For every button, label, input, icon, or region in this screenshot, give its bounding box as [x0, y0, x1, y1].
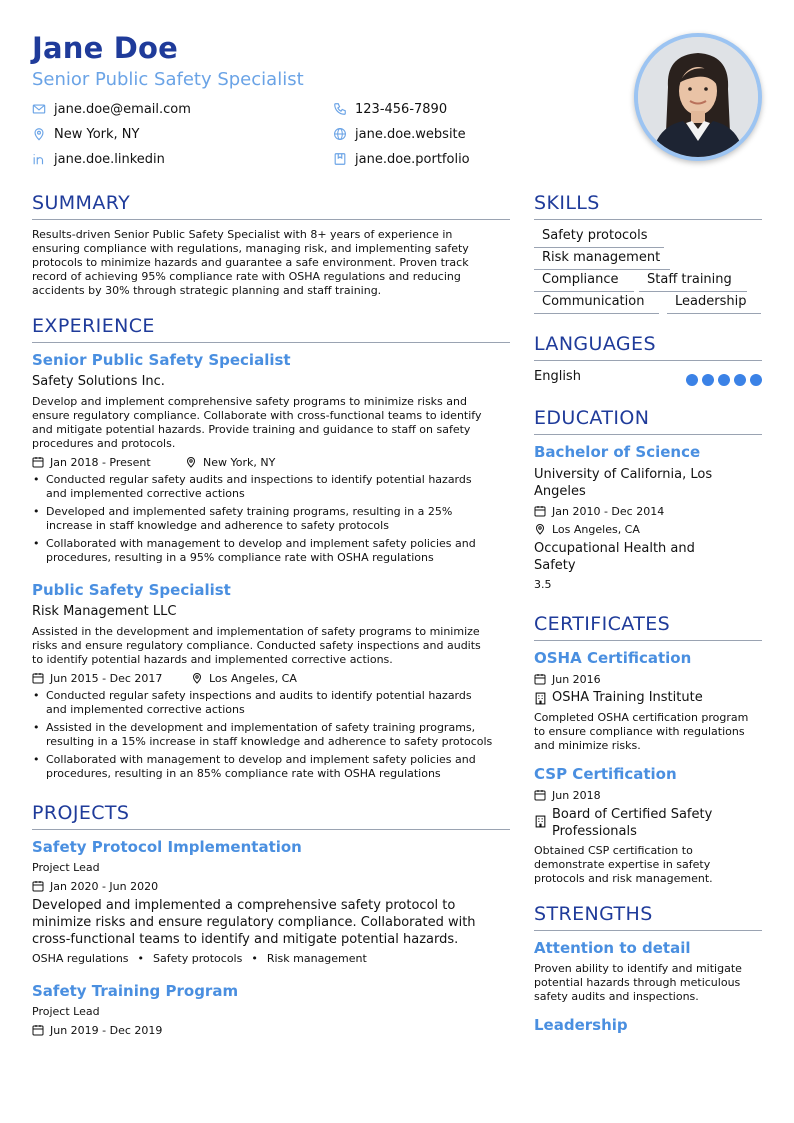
experience-divider	[32, 342, 510, 343]
dates-text: Jun 2018	[552, 788, 601, 802]
languages-divider	[534, 360, 762, 361]
certificate-name: OSHA Certification	[534, 649, 692, 667]
issuer-line: Professionals	[552, 824, 637, 839]
contact-location	[32, 125, 139, 143]
bullet-line: • Conducted regular safety inspections and audits to identify potential hazards	[46, 689, 472, 702]
project-description	[32, 897, 476, 948]
bullet-line: • Conducted regular safety audits and inspections to identify potential hazards	[46, 473, 472, 486]
field-of-study	[534, 540, 695, 574]
languages-heading: LANGUAGES	[534, 333, 656, 355]
desc-line: protocols and risk management.	[534, 872, 713, 885]
job-bullet	[46, 753, 476, 781]
certificate-issuer	[534, 806, 712, 840]
job-role: Public Safety Specialist	[32, 581, 231, 599]
education-location	[534, 522, 640, 536]
dates-text: Jan 2010 - Dec 2014	[552, 504, 665, 518]
desc-line: minimize risks and ensure regulatory compliance. Collaborated with	[32, 915, 476, 930]
skill-tag: Communication	[534, 294, 659, 314]
profile-photo	[634, 33, 762, 161]
portfolio-icon	[333, 152, 347, 166]
desc-line: Assisted in the development and implementation of safety programs to minimize	[32, 625, 480, 638]
calendar-icon	[32, 1024, 44, 1036]
bullet-line: • Assisted in the development and implementation of safety training programs,	[46, 721, 476, 734]
skill-tag: Safety protocols	[534, 228, 664, 248]
job-role: Senior Public Safety Specialist	[32, 351, 291, 369]
contact-website[interactable]	[333, 125, 466, 143]
contact-portfolio[interactable]	[333, 150, 470, 168]
desc-line: risks and ensure regulatory compliance. Conducted safety inspections and audits	[32, 639, 481, 652]
calendar-icon	[534, 673, 546, 685]
website-text: jane.doe.website	[355, 126, 466, 142]
mail-icon	[32, 102, 46, 116]
school-line: University of California, Los	[534, 467, 713, 482]
bullet-line: and implemented corrective actions	[46, 703, 245, 716]
job-bullet	[46, 721, 492, 749]
location-text: Los Angeles, CA	[552, 522, 640, 536]
calendar-icon	[32, 880, 44, 892]
summary-line: accidents by 30% through strategic planning and staff training.	[32, 284, 382, 297]
strength-title: Leadership	[534, 1016, 628, 1034]
proficiency-dot	[734, 374, 746, 386]
portfolio-text: jane.doe.portfolio	[355, 151, 470, 167]
certificate-issuer	[534, 690, 703, 705]
certificates-heading: CERTIFICATES	[534, 613, 671, 635]
job-description	[32, 395, 481, 451]
desc-line: and mitigate potential hazards. Provide training and guidance to staff on safety	[32, 423, 471, 436]
education-dates	[534, 504, 664, 518]
building-icon	[534, 692, 547, 705]
desc-line: Completed OSHA certification program	[534, 711, 749, 724]
phone-icon	[333, 102, 347, 116]
desc-line: to ensure compliance with regulations	[534, 725, 745, 738]
strengths-heading: STRENGTHS	[534, 903, 653, 925]
summary-divider	[32, 219, 510, 220]
certificate-date	[534, 788, 601, 802]
phone-text: 123-456-7890	[355, 101, 448, 117]
language-level	[686, 374, 766, 386]
project-tag: Risk management	[266, 952, 367, 965]
certificate-description	[534, 844, 713, 886]
location-text: Los Angeles, CA	[209, 671, 297, 685]
education-divider	[534, 434, 762, 435]
dates-text: Jun 2019 - Dec 2019	[50, 1023, 163, 1037]
job-dates	[32, 671, 162, 685]
skills-divider	[534, 219, 762, 220]
calendar-icon	[32, 456, 44, 468]
project-dates	[32, 1023, 162, 1037]
summary-text	[32, 228, 469, 298]
desc-line: to identify potential hazards and implemented corrective actions.	[32, 653, 393, 666]
language-name: English	[534, 369, 581, 384]
desc-line: potential hazards through meticulous	[534, 976, 741, 989]
job-company: Safety Solutions Inc.	[32, 374, 165, 389]
job-company: Risk Management LLC	[32, 604, 177, 619]
job-location	[191, 671, 297, 685]
project-role: Project Lead	[32, 1005, 100, 1018]
desc-line: safety audits and inspections.	[534, 990, 699, 1003]
project-tags	[32, 952, 367, 965]
experience-heading: EXPERIENCE	[32, 315, 155, 337]
desc-line: cross-functional teams to identify and mitigate potential hazards.	[32, 932, 459, 947]
desc-line: ensure regulatory compliance. Collaborate with cross-functional teams to identify	[32, 409, 482, 422]
desc-line: Proven ability to identify and mitigate	[534, 962, 742, 975]
summary-line: record of achieving 95% compliance rate with OSHA regulations and reducing	[32, 270, 461, 283]
contact-email[interactable]	[32, 100, 191, 118]
school-line: Angeles	[534, 484, 586, 499]
calendar-icon	[32, 672, 44, 684]
proficiency-dot	[750, 374, 762, 386]
desc-line: Developed and implemented a comprehensive safety protocol to	[32, 898, 456, 913]
job-bullet	[46, 505, 452, 533]
location-text: New York, NY	[203, 455, 276, 469]
projects-divider	[32, 829, 510, 830]
contact-linkedin[interactable]	[32, 150, 165, 168]
certificates-divider	[534, 640, 762, 641]
candidate-name: Jane Doe	[32, 31, 179, 65]
email-text: jane.doe@email.com	[54, 101, 191, 117]
summary-line: protocols to minimize hazards and guarantee a safe environment. Proven track	[32, 256, 469, 269]
candidate-title: Senior Public Safety Specialist	[32, 69, 304, 90]
location-pin-icon	[534, 523, 546, 535]
strengths-divider	[534, 930, 762, 931]
job-bullet	[46, 537, 476, 565]
tag-separator: •	[137, 952, 145, 965]
issuer-text: OSHA Training Institute	[552, 690, 703, 705]
building-icon	[534, 815, 547, 828]
bullet-line: procedures, resulting in a 95% compliance rate with OSHA regulations	[46, 551, 434, 564]
dates-text: Jan 2018 - Present	[50, 455, 151, 469]
bullet-line: resulting in a 15% increase in staff knowledge and adherence to safety protocols	[46, 735, 493, 748]
strength-title: Attention to detail	[534, 939, 691, 957]
summary-heading: SUMMARY	[32, 192, 131, 214]
proficiency-dot	[686, 374, 698, 386]
job-location	[185, 455, 275, 469]
job-bullet	[46, 473, 472, 501]
projects-heading: PROJECTS	[32, 802, 130, 824]
project-title: Safety Protocol Implementation	[32, 838, 302, 856]
degree-title: Bachelor of Science	[534, 443, 701, 461]
field-line: Occupational Health and	[534, 541, 695, 556]
job-description	[32, 625, 481, 667]
summary-line: ensuring compliance with regulations, managing risk, and implementing safety	[32, 242, 469, 255]
dates-text: Jun 2016	[552, 672, 601, 686]
linkedin-icon	[32, 152, 46, 166]
bullet-line: procedures, resulting in an 85% compliance rate with OSHA regulations	[46, 767, 441, 780]
skill-tag: Compliance	[534, 272, 634, 292]
desc-line: and minimize risks.	[534, 739, 641, 752]
location-pin-icon	[191, 672, 203, 684]
skill-tag: Staff training	[639, 272, 747, 292]
gpa: 3.5	[534, 578, 552, 591]
skills-heading: SKILLS	[534, 192, 600, 214]
calendar-icon	[534, 505, 546, 517]
bullet-line: • Collaborated with management to develop and implement safety policies and	[46, 753, 476, 766]
location-pin-icon	[185, 456, 197, 468]
issuer-line: Board of Certified Safety	[552, 807, 713, 822]
school-name	[534, 466, 712, 500]
skill-tag: Risk management	[534, 250, 670, 270]
desc-line: Develop and implement comprehensive safety programs to minimize risks and	[32, 395, 467, 408]
bullet-line: increase in staff knowledge and adherence to safety protocols	[46, 519, 389, 532]
desc-line: Obtained CSP certification to	[534, 844, 693, 857]
certificate-name: CSP Certification	[534, 765, 677, 783]
proficiency-dot	[702, 374, 714, 386]
bullet-line: and implemented corrective actions	[46, 487, 245, 500]
summary-line: Results-driven Senior Public Safety Specialist with 8+ years of experience in	[32, 228, 453, 241]
contact-phone[interactable]	[333, 100, 447, 118]
location-pin-icon	[32, 127, 46, 141]
skill-tag: Leadership	[667, 294, 761, 314]
project-role: Project Lead	[32, 861, 100, 874]
certificate-description	[534, 711, 748, 753]
linkedin-text: jane.doe.linkedin	[54, 151, 165, 167]
job-bullet	[46, 689, 472, 717]
tag-separator: •	[251, 952, 258, 965]
globe-icon	[333, 127, 347, 141]
calendar-icon	[534, 789, 546, 801]
project-dates	[32, 879, 158, 893]
bullet-line: • Collaborated with management to develop and implement safety policies and	[46, 537, 476, 550]
strength-description	[534, 962, 742, 1004]
desc-line: procedures and protocols.	[32, 437, 176, 450]
certificate-date	[534, 672, 601, 686]
dates-text: Jun 2015 - Dec 2017	[50, 671, 163, 685]
education-heading: EDUCATION	[534, 407, 650, 429]
project-tag: Safety protocols	[153, 952, 243, 965]
field-line: Safety	[534, 558, 576, 573]
project-tag: OSHA regulations	[32, 952, 129, 965]
dates-text: Jan 2020 - Jun 2020	[50, 879, 159, 893]
proficiency-dot	[718, 374, 730, 386]
desc-line: demonstrate expertise in safety	[534, 858, 711, 871]
project-title: Safety Training Program	[32, 982, 239, 1000]
location-text: New York, NY	[54, 126, 140, 142]
job-dates	[32, 455, 151, 469]
bullet-line: • Developed and implemented safety training programs, resulting in a 25%	[46, 505, 453, 518]
